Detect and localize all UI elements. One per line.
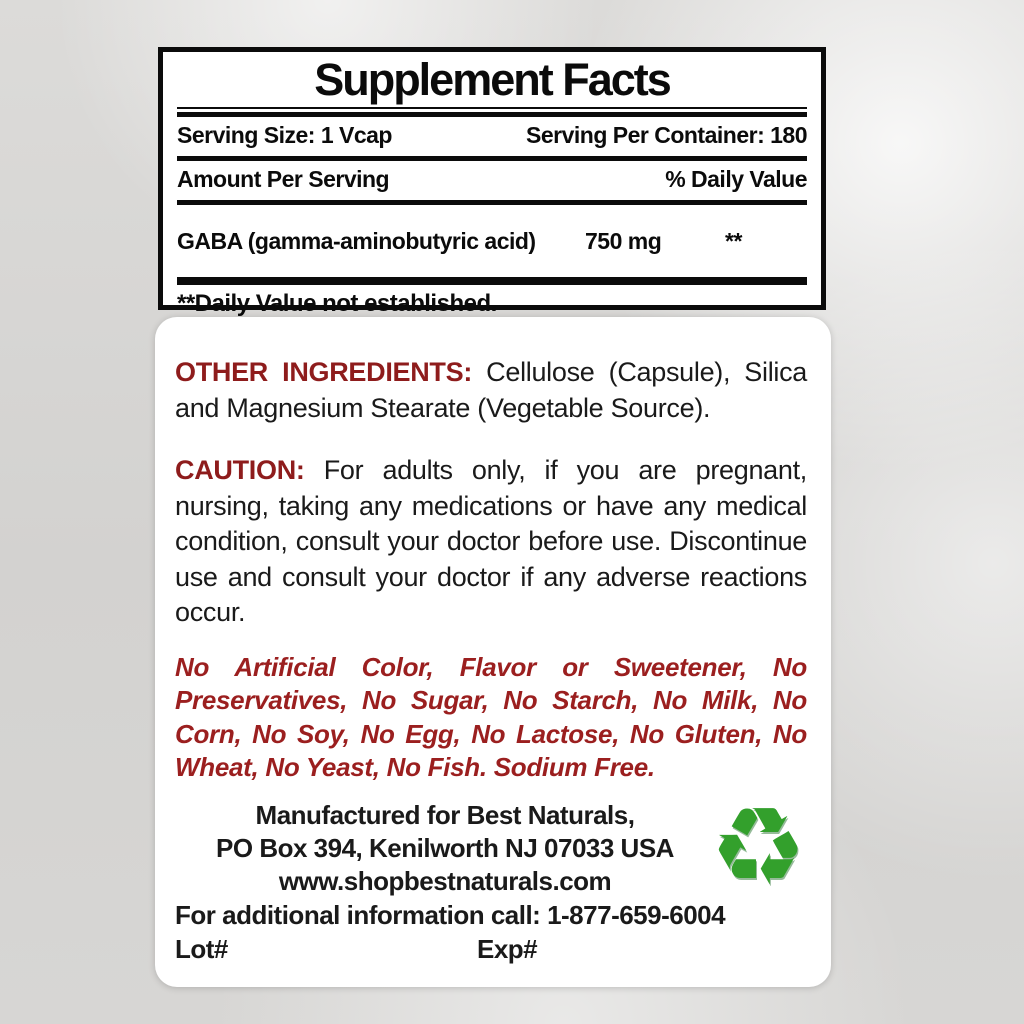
column-header-row — [177, 161, 807, 197]
title-rule-thin — [177, 107, 807, 109]
daily-value-footnote: **Daily Value not established. — [177, 290, 497, 317]
supplement-facts-title: Supplement Facts — [314, 54, 670, 105]
supplement-facts-panel — [158, 47, 826, 317]
caution-text: For adults only, if you are pregnant, nursing, taking any medications or have any medical condition, consult your doctor before use. Discontinue use and consult your doctor if any adverse reactions occur. — [175, 455, 807, 627]
manufacturer-block — [175, 799, 715, 898]
serving-row — [177, 117, 807, 153]
exp-label: Exp# — [477, 933, 538, 964]
lot-exp-row — [175, 932, 807, 966]
caution-paragraph — [175, 453, 807, 631]
caution-label: CAUTION: — [175, 455, 305, 485]
ingredient-row — [177, 205, 807, 277]
amount-per-serving-header: Amount Per Serving — [177, 165, 390, 192]
ingredient-daily-value: ** — [725, 227, 742, 254]
recycle-icon: ♻ — [709, 785, 807, 910]
phone-line: For additional information call: 1-877-659-6004 — [175, 899, 726, 930]
daily-value-header: % Daily Value — [665, 165, 807, 192]
lot-label: Lot# — [175, 933, 228, 964]
footnote-rule — [177, 277, 807, 285]
serving-size-label: Serving Size: 1 Vcap — [177, 121, 392, 148]
other-ingredients-text: Cellulose (Capsule), Silica and Magnesium Stearate (Vegetable Source). — [175, 357, 808, 423]
manufacturer-line1: Manufactured for Best Naturals, — [255, 799, 635, 830]
servings-per-container-label: Serving Per Container: 180 — [526, 121, 807, 148]
allergen-free-claims: No Artificial Color, Flavor or Sweetener, No Preservatives, No Sugar, No Starch, No Milk, No Corn, No Soy, No Egg, No Lactose, No Gluten, No Wheat, No Yeast, No Fish. Sodium Free. — [175, 651, 807, 782]
other-ingredients-paragraph — [175, 354, 807, 426]
info-panel — [155, 317, 831, 987]
ingredient-name: GABA (gamma-aminobutyric acid) — [177, 227, 536, 254]
manufacturer-line2: PO Box 394, Kenilworth NJ 07033 USA — [216, 832, 674, 863]
ingredient-amount: 750 mg — [585, 227, 662, 254]
website-text: www.shopbestnaturals.com — [278, 865, 612, 896]
other-ingredients-label: OTHER INGREDIENTS: — [175, 357, 473, 387]
